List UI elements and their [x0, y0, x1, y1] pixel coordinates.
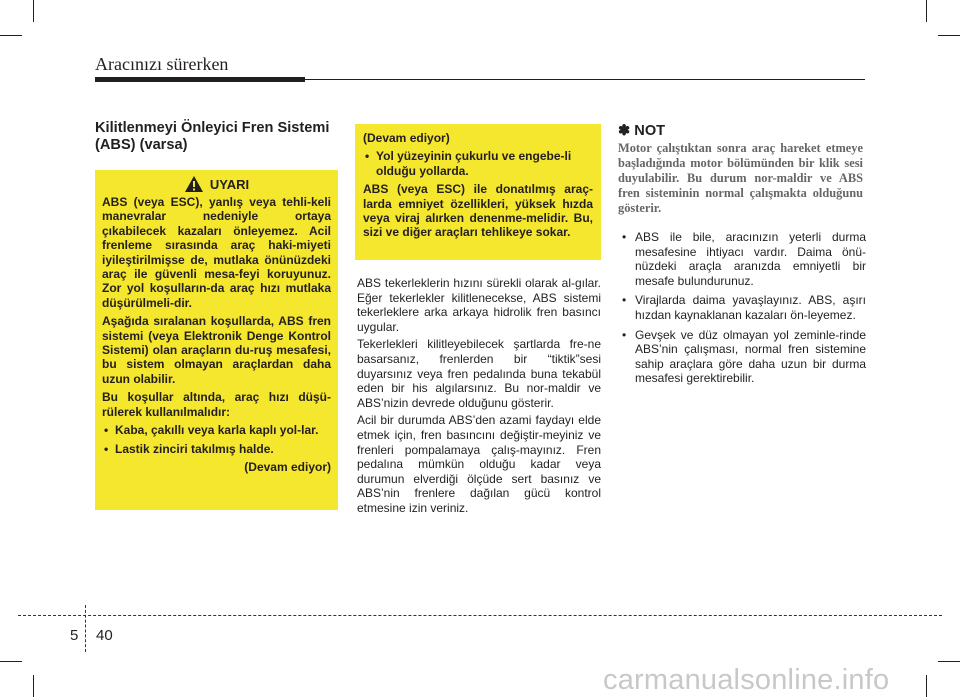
- warning-continued: (Devam ediyor): [244, 459, 331, 474]
- list-item: • ABS ile bile, aracınızın yeterli durma mesafesine ihtiyacı vardır. Daima önü-nüzdeki araçla aranızda emniyetli bir mesafe bulundurunuz.: [618, 230, 866, 288]
- warning-list: [102, 423, 331, 456]
- warning-paragraph: ABS (veya ESC), yanlış veya tehli-keli manevralar nedeniyle ortaya çıkabilecek kazaları önleyemez. Acil frenleme sırasında araç haki-miyeti iyileştirilmişse de, mutlaka önünüzdeki araç ile güvenli mesa-feyi koruyunuz. Zor yol koşulların-da araç hızı mutlaka düşürülmeli-dir.: [102, 195, 331, 310]
- crop-mark: [0, 661, 22, 662]
- continued-list: [363, 149, 593, 178]
- crop-mark: [926, 675, 927, 697]
- section-title-line2: (ABS) (varsa): [95, 137, 188, 153]
- footer-divider: [85, 605, 87, 652]
- page-number: 40: [96, 627, 113, 644]
- list-item: • Virajlarda daima yavaşlayınız. ABS, aşırı hızdan kaynaklanan kazaları ön-leyemez.: [618, 293, 866, 322]
- continued-warning-box: [355, 124, 601, 260]
- body-column: [357, 276, 601, 519]
- body-paragraph: Tekerlekleri kilitleyebilecek şartlarda fre-ne basarsanız, frenlerden bir “tiktik”sesi duyarsınız veya fren pedalında buna tekabül eden bir his algılarsınız. Bu nor-maldir ve ABS’nizin devrede olduğunu gösterir.: [357, 337, 601, 410]
- list-item: • Yol yüzeyinin çukurlu ve engebe-li olduğu yollarda.: [363, 149, 593, 178]
- body-paragraph: ABS tekerleklerin hızını sürekli olarak al-gılar. Eğer tekerlekler kilitlenecekse, ABS sistemi tekerleklere arka arkaya hidrolik fren basıncı uygular.: [357, 276, 601, 334]
- crop-mark: [926, 0, 927, 22]
- chapter-number: 5: [70, 627, 79, 644]
- warning-paragraph: Bu koşullar altında, araç hızı düşü-rülerek kullanılmalıdır:: [102, 390, 331, 419]
- crop-mark: [0, 35, 22, 36]
- list-item: • Lastik zinciri takılmış halde.: [102, 442, 331, 456]
- note-intro: Motor çalıştıktan sonra araç hareket etmeye başladığında motor bölümünden bir klik sesi duyulabilir. Bu durum nor-maldir ve ABS fren sisteminin normal çalışmakta olduğunu gösterir.: [618, 141, 863, 215]
- warning-paragraph: Aşağıda sıralanan koşullarda, ABS fren sistemi (veya Elektronik Denge Kontrol Sistemi) olan araçların du-ruş mesafesi, bu sistem olmayan araçlardan daha uzun olabilir.: [102, 314, 331, 386]
- list-item: • Kaba, çakıllı veya karla kaplı yol-lar.: [102, 423, 331, 437]
- crop-mark: [938, 35, 960, 36]
- header-bar: [95, 77, 305, 82]
- continued-paragraph: ABS (veya ESC) ile donatılmış araç-larda emniyet özellikleri, yüksek hızda veya viraj alırken denenme-melidir. Bu, sizi ve diğer araçları tehlikeye sokar.: [363, 182, 593, 240]
- warning-box: [95, 170, 338, 510]
- header-rule: [305, 79, 865, 80]
- note-list: [618, 230, 866, 391]
- section-title: [95, 120, 340, 154]
- crop-mark: [33, 0, 34, 22]
- body-paragraph: Acil bir durumda ABS’den azami faydayı elde etmek için, fren basıncını değiştir-meyiniz ve frenleri pompalamaya çalış-mayınız. Fren pedalına mümkün olduğu kadar veya durumun elverdiği ölçüde sert basınız ve ABS’nin frenlere dağılan gücü kontrol etmesine izin veriniz.: [357, 413, 601, 515]
- footer-rule: [18, 615, 942, 616]
- watermark: carmanualsonline.info: [603, 664, 890, 696]
- list-item: • Gevşek ve düz olmayan yol zeminle-rinde ABS’nin çalışması, normal fren sistemine sahip araçlara göre daha uzun bir durma mesafesi gerektirebilir.: [618, 328, 866, 386]
- crop-mark: [938, 661, 960, 662]
- page-header-title: Aracınızı sürerken: [95, 54, 229, 74]
- note-title: ✽ NOT: [618, 123, 666, 139]
- warning-label: UYARI: [209, 176, 250, 192]
- crop-mark: [33, 675, 34, 697]
- continued-head: (Devam ediyor): [363, 131, 450, 145]
- warning-triangle-icon: [184, 175, 204, 193]
- warning-header: [102, 175, 331, 193]
- section-title-line1: Kilitlenmeyi Önleyici Fren Sistemi: [95, 120, 330, 136]
